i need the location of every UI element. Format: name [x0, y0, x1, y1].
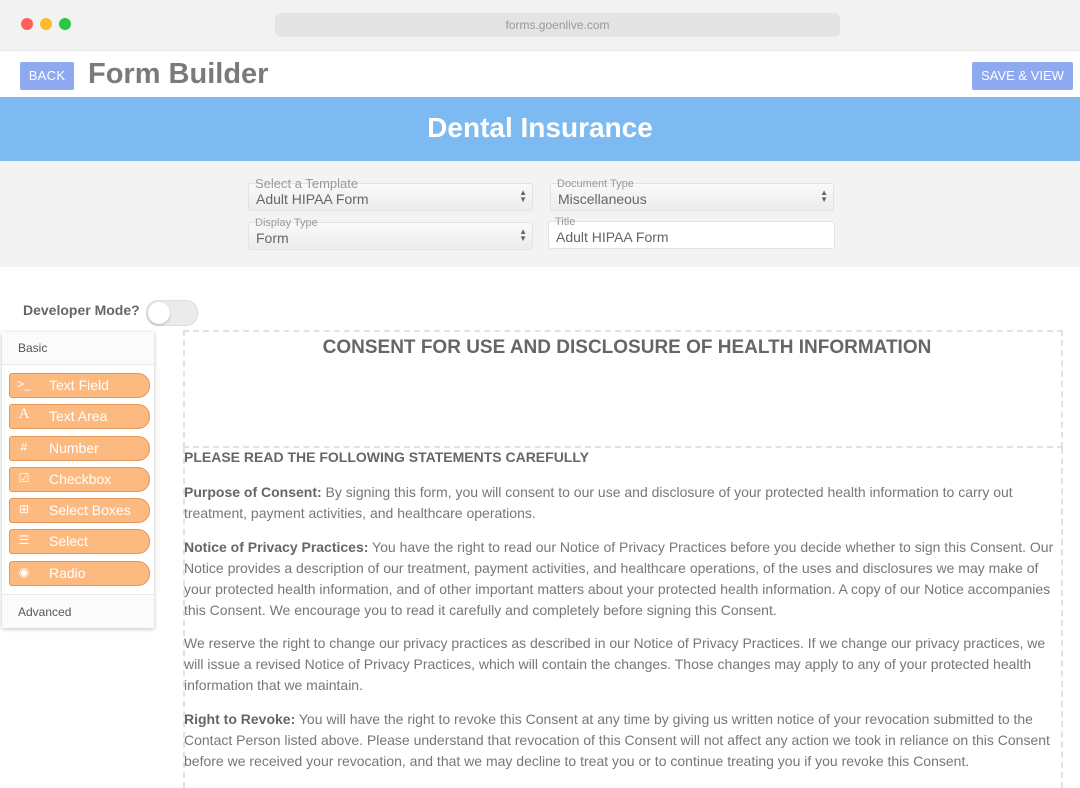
select-boxes-component[interactable] — [9, 498, 150, 523]
component-label: Radio — [49, 565, 86, 581]
minimize-window-button[interactable] — [40, 18, 52, 30]
checkbox-component[interactable] — [9, 467, 150, 492]
select-arrows-icon: ▲ ▼ — [820, 188, 828, 204]
purpose-text: By signing this form, you will consent to our use and disclosure of your protected health information to carry out treatment, payment activities, and healthcare operations. — [184, 484, 1013, 521]
advanced-section-tab[interactable]: Advanced — [2, 594, 154, 628]
back-button[interactable]: BACK — [20, 62, 74, 90]
notice-paragraph — [184, 537, 1066, 621]
notice-title: Notice of Privacy Practices: — [184, 539, 369, 555]
display-type-value: Form — [256, 230, 289, 246]
checkbox-icon: ☑ — [18, 471, 30, 485]
title-input[interactable] — [548, 216, 835, 249]
component-label: Checkbox — [49, 471, 112, 487]
toggle-knob — [148, 302, 170, 324]
revoke-title: Right to Revoke: — [184, 711, 296, 727]
basic-section-tab[interactable]: Basic — [2, 332, 154, 365]
display-type-label: Display Type — [255, 217, 318, 229]
browser-chrome — [0, 0, 1080, 51]
select-component[interactable] — [9, 529, 150, 554]
reserve-paragraph: We reserve the right to change our privacy practices as described in our Notice of Privacy Practices. If we change our privacy practices, we will issue a revised Notice of Privacy Practices, which will contain the changes. Those changes may apply to any of your protected health information that we maintain. — [184, 635, 1046, 693]
title-value: Adult HIPAA Form — [556, 229, 669, 245]
page-title: Form Builder — [88, 58, 269, 90]
revoke-text: You will have the right to revoke this Consent at any time by giving us written notice of your revocation submitted to the Contact Person listed above. Please understand that revocation of this Consent will not affect any action we took in reliance on this Consent before we received your revocation, and that we may decline to treat you or to continue treating you if you revoke this Consent. — [184, 711, 1050, 769]
plus-square-icon: ⊞ — [18, 502, 30, 516]
display-type-select[interactable] — [248, 217, 533, 250]
template-value: Adult HIPAA Form — [256, 191, 369, 207]
component-label: Text Field — [49, 377, 109, 393]
select-arrows-icon: ▲ ▼ — [519, 188, 527, 204]
component-label: Select Boxes — [49, 502, 131, 518]
purpose-title: Purpose of Consent: — [184, 484, 322, 500]
template-select[interactable] — [248, 176, 533, 211]
component-label: Select — [49, 533, 88, 549]
select-arrows-icon: ▲ ▼ — [519, 227, 527, 243]
component-sidebar — [2, 332, 154, 628]
text-field-component[interactable] — [9, 373, 150, 398]
revoke-paragraph — [184, 709, 1066, 772]
hash-icon: # — [20, 440, 28, 454]
address-bar[interactable]: forms.goenlive.com — [275, 13, 840, 37]
component-label: Number — [49, 440, 99, 456]
font-icon: A — [18, 406, 30, 422]
form-name-banner: Dental Insurance — [0, 97, 1080, 161]
developer-mode-toggle[interactable] — [146, 300, 198, 326]
text-area-component[interactable] — [9, 404, 150, 429]
notice-text: You have the right to read our Notice of Privacy Practices before you decide whether to sign this Consent. Our Notice provides a description of our treatment, payment activities, and healthcare operations, of the uses and disclosures we may make of your protected health information, and of other important matters about your protected health information. A copy of our Notice accompanies this Consent. We encourage you to read it carefully and completely before signing this Consent. — [184, 539, 1054, 618]
component-label: Text Area — [49, 408, 108, 424]
terminal-icon: >_ — [17, 377, 31, 391]
document-heading: PLEASE READ THE FOLLOWING STATEMENTS CAREFULLY — [184, 449, 589, 465]
document-type-label: Document Type — [557, 178, 634, 190]
list-icon: ☰ — [18, 533, 30, 547]
save-and-view-button[interactable]: SAVE & VIEW — [972, 62, 1073, 90]
maximize-window-button[interactable] — [59, 18, 71, 30]
document-type-select[interactable] — [550, 178, 834, 211]
form-settings-panel — [0, 161, 1080, 267]
purpose-paragraph — [184, 482, 1066, 524]
radio-component[interactable] — [9, 561, 150, 586]
close-window-button[interactable] — [21, 18, 33, 30]
template-label: Select a Template — [255, 176, 359, 191]
radio-icon: ◉ — [18, 565, 30, 579]
document-type-value: Miscellaneous — [558, 191, 647, 207]
number-component[interactable] — [9, 436, 150, 461]
document-title: CONSENT FOR USE AND DISCLOSURE OF HEALTH INFORMATION — [322, 337, 932, 358]
developer-mode-label: Developer Mode? — [23, 302, 140, 318]
title-label: Title — [555, 216, 576, 228]
